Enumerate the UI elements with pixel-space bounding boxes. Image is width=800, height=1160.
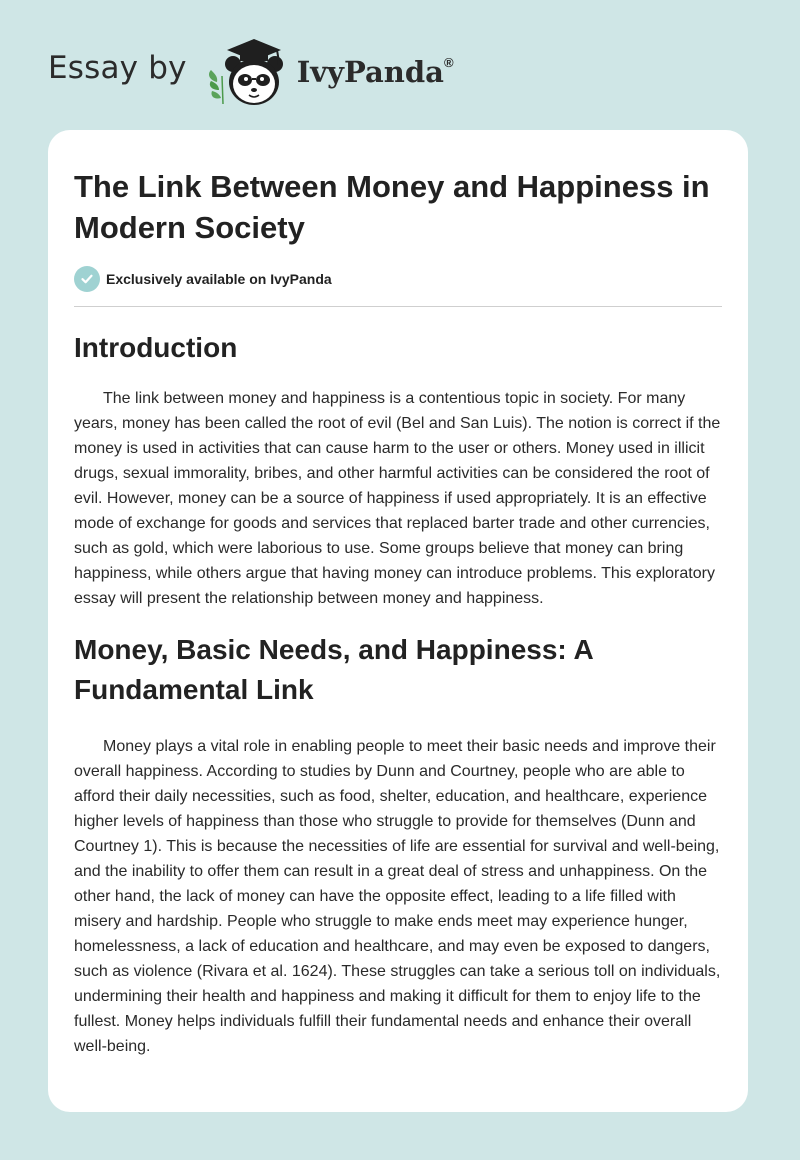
section-paragraph-introduction: The link between money and happiness is a contentious topic in society. For many years, money has been called the root of evil (Bel and San Luis). The notion is correct if the money is used in activities that can cause harm to the user or others. Money used in illicit drugs, sexual immorality, bribes, and other harmful activities can be considered the root of evil. However, money can be a source of happiness if used appropriately. It is an effective mode of exchange for goods and services that replaced barter trade and other currencies, such as gold, which were laborious to use. Some groups believe that money can bring happiness, while others argue that having money can introduce problems. This exploratory essay will present the relationship between money and happiness. <box>74 390 721 607</box>
exclusive-badge-label: Exclusively available on IvyPanda <box>106 271 332 287</box>
site-header <box>48 30 454 110</box>
section-heading-basic-needs: Money, Basic Needs, and Happiness: A Fundamental Link <box>74 634 593 705</box>
exclusive-badge <box>74 266 722 292</box>
registered-mark: ® <box>443 55 454 71</box>
essay-title: The Link Between Money and Happiness in Modern Society <box>74 169 710 245</box>
brand-name[interactable]: IvyPanda® <box>296 55 454 89</box>
essay-by-label: Essay by <box>48 50 187 86</box>
essay-card <box>48 130 748 1112</box>
check-icon <box>74 266 100 292</box>
section-heading-introduction: Introduction <box>74 332 238 363</box>
divider <box>74 306 722 307</box>
section-paragraph-basic-needs: Money plays a vital role in enabling people to meet their basic needs and improve their overall happiness. According to studies by Dunn and Courtney, people who are able to afford their daily necessities, such as food, shelter, education, and healthcare, experience higher levels of happiness than those who struggle to provide for themselves (Dunn and Courtney 1). This is because the necessities of life are essential for survival and well-being, and the inability to offer them can result in a great deal of stress and unhappiness. On the other hand, the lack of money can have the opposite effect, leading to a life filled with misery and hardship. People who struggle to make ends meet may experience hunger, homelessness, a lack of education and healthcare, and may even be exposed to dangers, such as violence (Rivara et al. 1624). These struggles can take a serious toll on individuals, undermining their health and happiness and making it difficult for them to enjoy life to the fullest. Money helps individuals fulfill their fundamental needs and enhance their overall well-being. <box>74 738 721 1055</box>
panda-graduate-logo-icon[interactable] <box>203 30 293 110</box>
